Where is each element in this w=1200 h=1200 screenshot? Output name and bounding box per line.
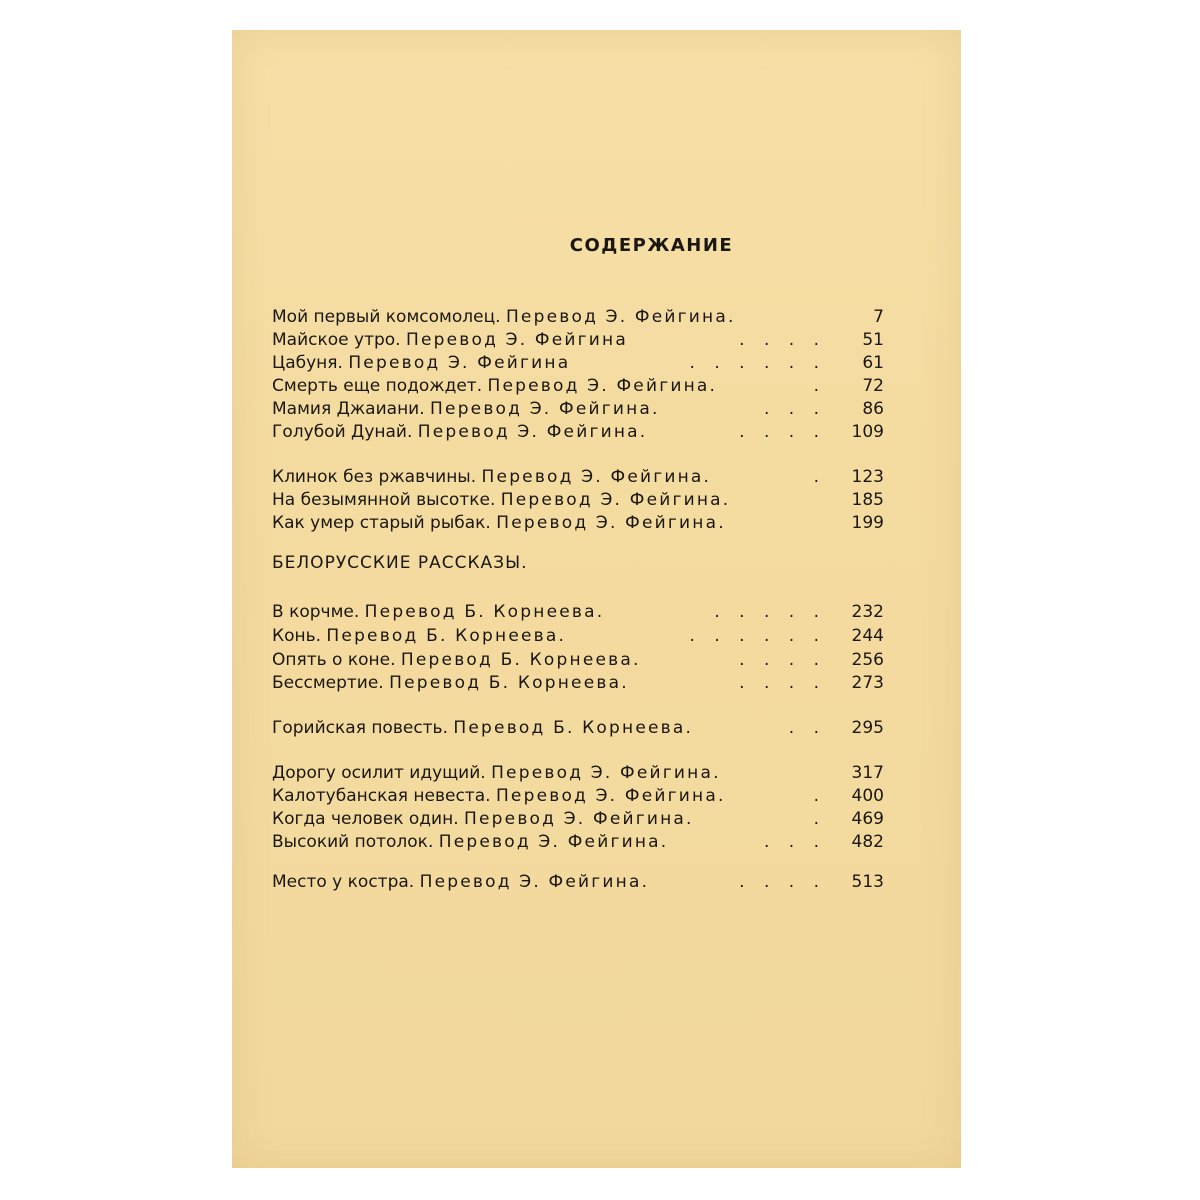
page-number: 482	[851, 832, 884, 852]
page-number: 51	[862, 330, 884, 350]
toc-entry	[272, 761, 884, 785]
leader-dots: . . . .	[739, 673, 826, 693]
entry-translator: Перевод Э. Фейгина.	[430, 399, 660, 419]
entry-translator: Перевод Э. Фейгина.	[495, 786, 726, 806]
entry-title: Смерть еще подождет.	[272, 376, 483, 396]
toc-entry	[272, 397, 884, 421]
leader-dots: . .	[788, 718, 826, 738]
leader-dots: .	[813, 376, 826, 396]
entry-title: Конь.	[272, 626, 322, 646]
leader-dots: . . . .	[739, 422, 826, 442]
page-number: 469	[851, 809, 884, 829]
toc-entry	[272, 600, 884, 624]
entry-translator: Перевод Э. Фейгина.	[491, 763, 721, 783]
entry-title: Как умер старый рыбак.	[272, 513, 491, 533]
entry-title: Клинок без ржавчины.	[272, 467, 477, 487]
toc-entry	[272, 488, 884, 512]
entry-title: Мой первый комсомолец.	[272, 307, 501, 327]
entry-translator: Перевод Б. Корнеева.	[453, 718, 694, 738]
entry-translator: Перевод Б. Корнеева.	[389, 673, 629, 693]
entry-title: Опять о коне.	[272, 650, 396, 670]
page-number: 86	[862, 399, 884, 419]
leader-dots: .	[813, 809, 826, 829]
toc-entry	[272, 624, 884, 648]
entry-title: Мамия Джаиани.	[272, 399, 425, 419]
entry-title: Горийская повесть.	[272, 718, 448, 738]
page-title: СОДЕРЖАНИЕ	[569, 235, 734, 256]
leader-dots: . . .	[763, 399, 826, 419]
page-number: 123	[851, 467, 884, 487]
entry-title: Калотубанская невеста.	[272, 786, 491, 806]
entry-title: Место у костра.	[272, 872, 415, 892]
page-number: 513	[851, 872, 884, 892]
entry-title: Майское утро.	[272, 330, 401, 350]
entry-translator: Перевод Э. Фейгина.	[417, 422, 648, 442]
leader-dots: . . .	[763, 832, 826, 852]
toc-entry	[272, 648, 884, 672]
toc-entry	[272, 420, 884, 444]
toc-entry	[272, 328, 884, 352]
entry-title: Цабуня.	[272, 353, 343, 373]
entry-translator: Перевод Б. Корнеева.	[326, 626, 567, 646]
entry-title: Высокий потолок.	[272, 832, 434, 852]
toc-entry	[272, 716, 884, 740]
entry-translator: Перевод Э. Фейгина	[405, 330, 628, 350]
entry-title: Когда человек один.	[272, 809, 459, 829]
leader-dots: . . . . . .	[689, 626, 826, 646]
section-heading: БЕЛОРУССКИЕ РАССКАЗЫ.	[272, 553, 528, 573]
entry-title: Голубой Дунай.	[272, 422, 413, 442]
leader-dots: . . . .	[739, 650, 826, 670]
entry-translator: Перевод Э. Фейгина	[348, 353, 571, 373]
page-number: 199	[851, 513, 884, 533]
entry-translator: Перевод Э. Фейгина.	[419, 872, 650, 892]
page-number: 7	[873, 307, 884, 327]
leader-dots: .	[813, 786, 826, 806]
entry-translator: Перевод Б. Корнеева.	[400, 650, 641, 670]
page-number: 400	[851, 786, 884, 806]
leader-dots: . . . .	[739, 330, 826, 350]
toc-entry	[272, 807, 884, 831]
page-number: 185	[851, 490, 884, 510]
entry-translator: Перевод Э. Фейгина.	[481, 467, 712, 487]
page-number: 317	[851, 763, 884, 783]
toc-entry	[272, 511, 884, 535]
toc-entry	[272, 870, 884, 894]
page-number: 244	[851, 626, 884, 646]
page-number: 72	[862, 376, 884, 396]
leader-dots: . . . . .	[714, 602, 826, 622]
toc-entry	[272, 305, 884, 329]
leader-dots: .	[813, 467, 826, 487]
leader-dots: . . . . . .	[689, 353, 826, 373]
entry-translator: Перевод Э. Фейгина.	[500, 490, 731, 510]
entry-translator: Перевод Э. Фейгина.	[487, 376, 718, 396]
entry-title: В корчме.	[272, 602, 360, 622]
page-number: 256	[851, 650, 884, 670]
toc-entry	[272, 671, 884, 695]
entry-translator: Перевод Э. Фейгина.	[505, 307, 736, 327]
toc-entry	[272, 830, 884, 854]
toc-entry	[272, 784, 884, 808]
leader-dots: . . . .	[739, 872, 826, 892]
page-number: 109	[851, 422, 884, 442]
entry-translator: Перевод Б. Корнеева.	[364, 602, 605, 622]
page-number: 273	[851, 673, 884, 693]
page-number: 232	[851, 602, 884, 622]
toc-entry	[272, 351, 884, 375]
page-number: 61	[862, 353, 884, 373]
entry-translator: Перевод Э. Фейгина.	[438, 832, 669, 852]
entry-title: Дорогу осилит идущий.	[272, 763, 486, 783]
page-number: 295	[851, 718, 884, 738]
entry-translator: Перевод Э. Фейгина.	[496, 513, 726, 533]
toc-entry	[272, 374, 884, 398]
toc-entry	[272, 465, 884, 489]
entry-title: Бессмертие.	[272, 673, 384, 693]
entry-translator: Перевод Э. Фейгина.	[464, 809, 694, 829]
book-page	[232, 30, 961, 1168]
entry-title: На безымянной высотке.	[272, 490, 496, 510]
